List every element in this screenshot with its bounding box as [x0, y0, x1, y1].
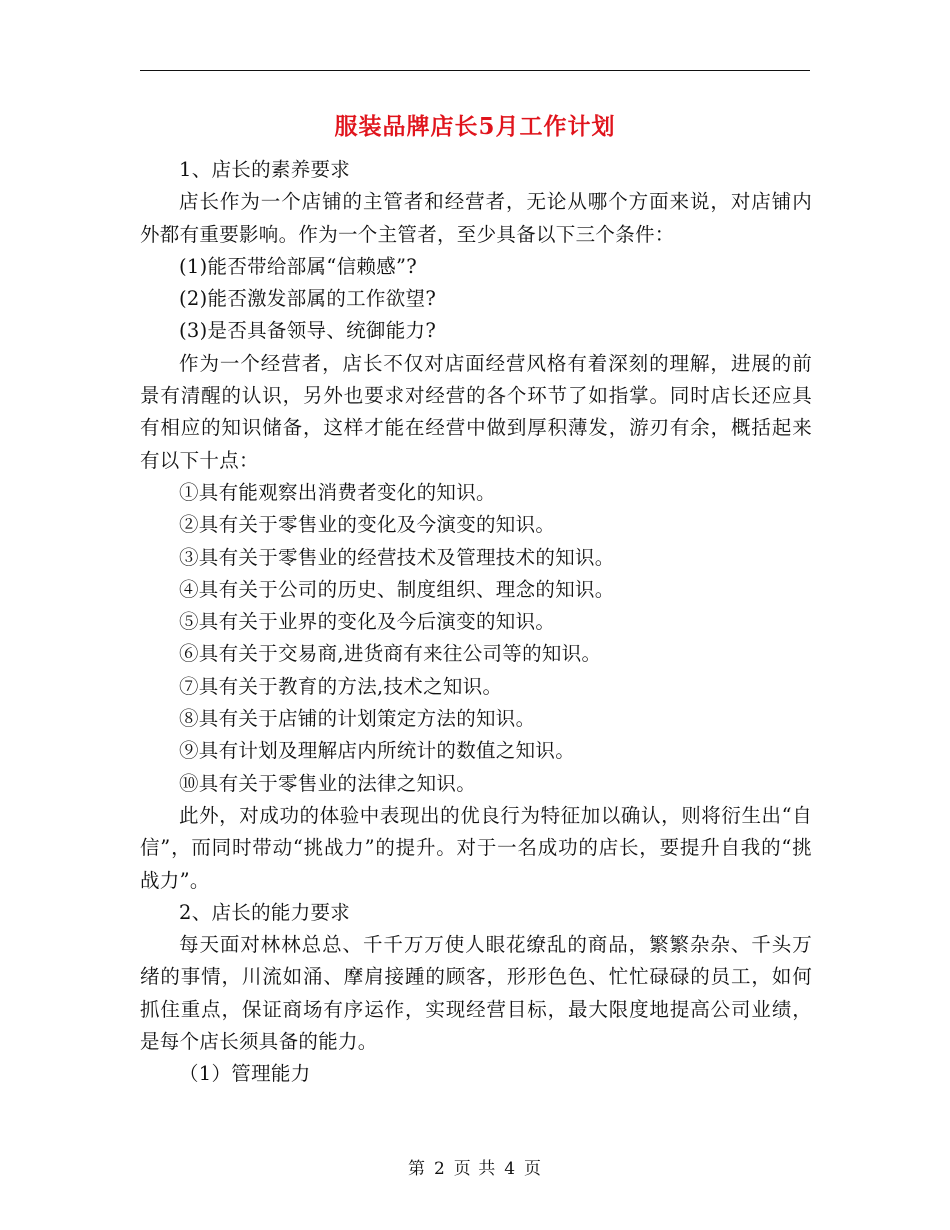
footer-prefix: 第: [407, 1159, 426, 1179]
list-item-knowledge-10: ⑩具有关于零售业的法律之知识。: [179, 771, 477, 795]
header-rule: [140, 70, 810, 71]
list-item-condition-1: (1)能否带给部属“信赖感”?: [179, 254, 418, 278]
page-footer: [0, 1154, 950, 1179]
list-item-knowledge-4: ④具有关于公司的历史、制度组织、理念的知识。: [179, 577, 615, 601]
list-item-condition-2: (2)能否激发部属的工作欲望?: [179, 287, 437, 311]
list-item-knowledge-9: ⑨具有计划及理解店内所统计的数值之知识。: [179, 739, 576, 763]
section-heading-2: 2、店长的能力要求: [179, 900, 351, 924]
document-body: [140, 154, 812, 1091]
paragraph-operator: 作为一个经营者，店长不仅对店面经营风格有着深刻的理解，进展的前景有清醒的认识，另外也要求对经营的各个环节了如指掌。同时店长还应具有相应的知识储备，这样才能在经营中做到厚积薄发，游刃有余，概括起来有以下十点：: [140, 351, 812, 472]
list-item-condition-3: (3)是否具备领导、统御能力?: [179, 319, 437, 343]
list-item-knowledge-7: ⑦具有关于教育的方法,技术之知识。: [179, 674, 503, 698]
list-item-knowledge-8: ⑧具有关于店铺的计划策定方法的知识。: [179, 707, 536, 731]
paragraph-intro: 店长作为一个店铺的主管者和经营者，无论从哪个方面来说，对店铺内外都有重要影响。作为一个主管者，至少具备以下三个条件：: [140, 190, 812, 246]
footer-suffix: 页: [524, 1159, 543, 1179]
list-item-knowledge-2: ②具有关于零售业的变化及今演变的知识。: [179, 513, 556, 537]
footer-total-pages: 4: [504, 1159, 517, 1179]
footer-middle: 页 共: [453, 1159, 497, 1179]
list-item-knowledge-5: ⑤具有关于业界的变化及今后演变的知识。: [179, 610, 556, 634]
paragraph-confidence: 此外，对成功的体验中表现出的优良行为特征加以确认，则将衍生出“自信”，而同时带动“挑战力”的提升。对于一名成功的店长，要提升自我的“挑战力”。: [140, 803, 812, 892]
footer-page-number: 2: [433, 1159, 446, 1179]
list-item-knowledge-1: ①具有能观察出消费者变化的知识。: [179, 480, 496, 504]
section-heading-1: 1、店长的素养要求: [179, 158, 351, 181]
list-item-knowledge-3: ③具有关于零售业的经营技术及管理技术的知识。: [179, 545, 615, 569]
document-title: 服装品牌店长5月工作计划: [334, 113, 616, 140]
list-item-knowledge-6: ⑥具有关于交易商,进货商有来往公司等的知识。: [179, 642, 602, 666]
subsection-heading-management: （1）管理能力: [179, 1062, 311, 1086]
paragraph-ability: 每天面对林林总总、千千万万使人眼花缭乱的商品，繁繁杂杂、千头万绪的事情，川流如涌、摩肩接踵的顾客，形形色色、忙忙碌碌的员工，如何抓住重点，保证商场有序运作，实现经营目标，最大限度地提高公司业绩，是每个店长须具备的能力。: [140, 933, 812, 1054]
